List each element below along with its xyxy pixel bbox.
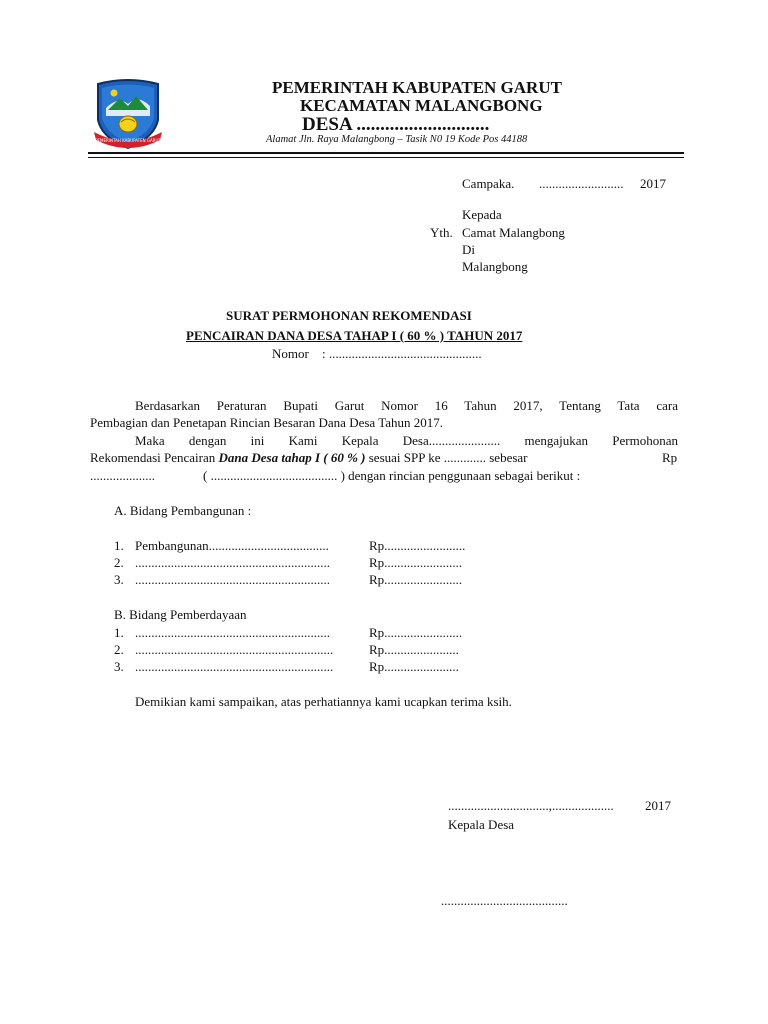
section-b-item2-rp: Rp.......................	[369, 642, 459, 657]
section-a-item3-num: 3.	[114, 572, 124, 587]
signature-year: 2017	[645, 798, 671, 813]
letter-title: SURAT PERMOHONAN REKOMENDASI	[226, 308, 472, 323]
date-year: 2017	[640, 176, 666, 191]
paragraph2-line1	[135, 433, 678, 449]
p2-line2-b: Dana Desa tahap I ( 60 % )	[218, 450, 366, 465]
signature-name-dots: .......................................	[441, 893, 568, 908]
date-place: Campaka.	[462, 176, 515, 191]
recipient-place: Malangbong	[462, 259, 528, 274]
section-b-item3-num: 3.	[114, 659, 124, 674]
section-a-item1-rp: Rp.........................	[369, 538, 466, 553]
letter-subtitle: PENCAIRAN DANA DESA TAHAP I ( 60 % ) TAHUN 2017	[186, 328, 523, 343]
section-b-item3-text: .............................................................	[135, 659, 334, 674]
p2-line2-a: Rekomendasi Pencairan	[90, 450, 219, 465]
section-a-title: A. Bidang Pembangunan :	[114, 503, 252, 518]
p2-line2-c: sesuai SPP ke ............. sebesar	[365, 450, 528, 465]
paragraph2-line2	[90, 450, 678, 466]
section-a-item1-text: Pembangunan.....................................	[135, 538, 329, 553]
section-b-title: B. Bidang Pemberdayaan	[114, 607, 247, 622]
nomor-label: Nomor	[272, 346, 309, 361]
header-line1: PEMERINTAH KABUPATEN GARUT	[272, 78, 562, 97]
section-a-item2-text: ............................................................	[135, 555, 330, 570]
signature-date-dots: ...............................,...................	[448, 798, 614, 813]
garut-logo	[94, 76, 162, 154]
logo-ribbon-text: PEMERINTAH KABUPATEN GARUT	[95, 138, 161, 143]
recipient-to: Kepada	[462, 207, 502, 222]
paragraph2-line3-text: ( ....................................... ) dengan rincian penggunaan sebagai berikut :	[203, 468, 581, 483]
paragraph1-line2: Pembagian dan Penetapan Rincian Besaran Dana Desa Tahun 2017.	[90, 415, 443, 430]
section-a-item2-rp: Rp........................	[369, 555, 463, 570]
section-b-item2-text: .............................................................	[135, 642, 334, 657]
header-rule-thin	[88, 157, 684, 158]
paragraph2-rp: Rp	[662, 450, 678, 465]
section-b-item2-num: 2.	[114, 642, 124, 657]
paragraph1-line1	[135, 398, 678, 414]
recipient-yth: Yth.	[430, 225, 453, 240]
paragraph2-line3-dots: ....................	[90, 468, 155, 483]
recipient-name: Camat Malangbong	[462, 225, 565, 240]
section-a-item2-num: 2.	[114, 555, 124, 570]
date-dots: ..........................	[539, 176, 624, 191]
section-a-item3-text: ............................................................	[135, 572, 330, 587]
header-address: Alamat Jln. Raya Malangbong – Tasik N0 19 Kode Pos 44188	[266, 134, 528, 145]
closing-text: Demikian kami sampaikan, atas perhatiannya kami ucapkan terima ksih.	[135, 694, 512, 709]
section-a-item1-num: 1.	[114, 538, 124, 553]
nomor-value: : ...............................................	[322, 346, 482, 361]
section-b-item1-rp: Rp........................	[369, 625, 463, 640]
section-b-item3-rp: Rp.......................	[369, 659, 459, 674]
section-b-item1-num: 1.	[114, 625, 124, 640]
header-line3: DESA ............................	[302, 114, 490, 135]
section-b-item1-text: ............................................................	[135, 625, 330, 640]
section-a-item3-rp: Rp........................	[369, 572, 463, 587]
header-line2: KECAMATAN MALANGBONG	[300, 96, 543, 115]
p2-line1-text: Maka dengan ini Kami Kepala Desa...................... mengajukan Permohonan	[135, 433, 678, 448]
recipient-di: Di	[462, 242, 475, 257]
signature-role: Kepala Desa	[448, 817, 515, 832]
p1-line1-text: Berdasarkan Peraturan Bupati Garut Nomor 16 Tahun 2017, Tentang Tata cara	[135, 398, 678, 413]
header-rule-thick	[88, 152, 684, 154]
